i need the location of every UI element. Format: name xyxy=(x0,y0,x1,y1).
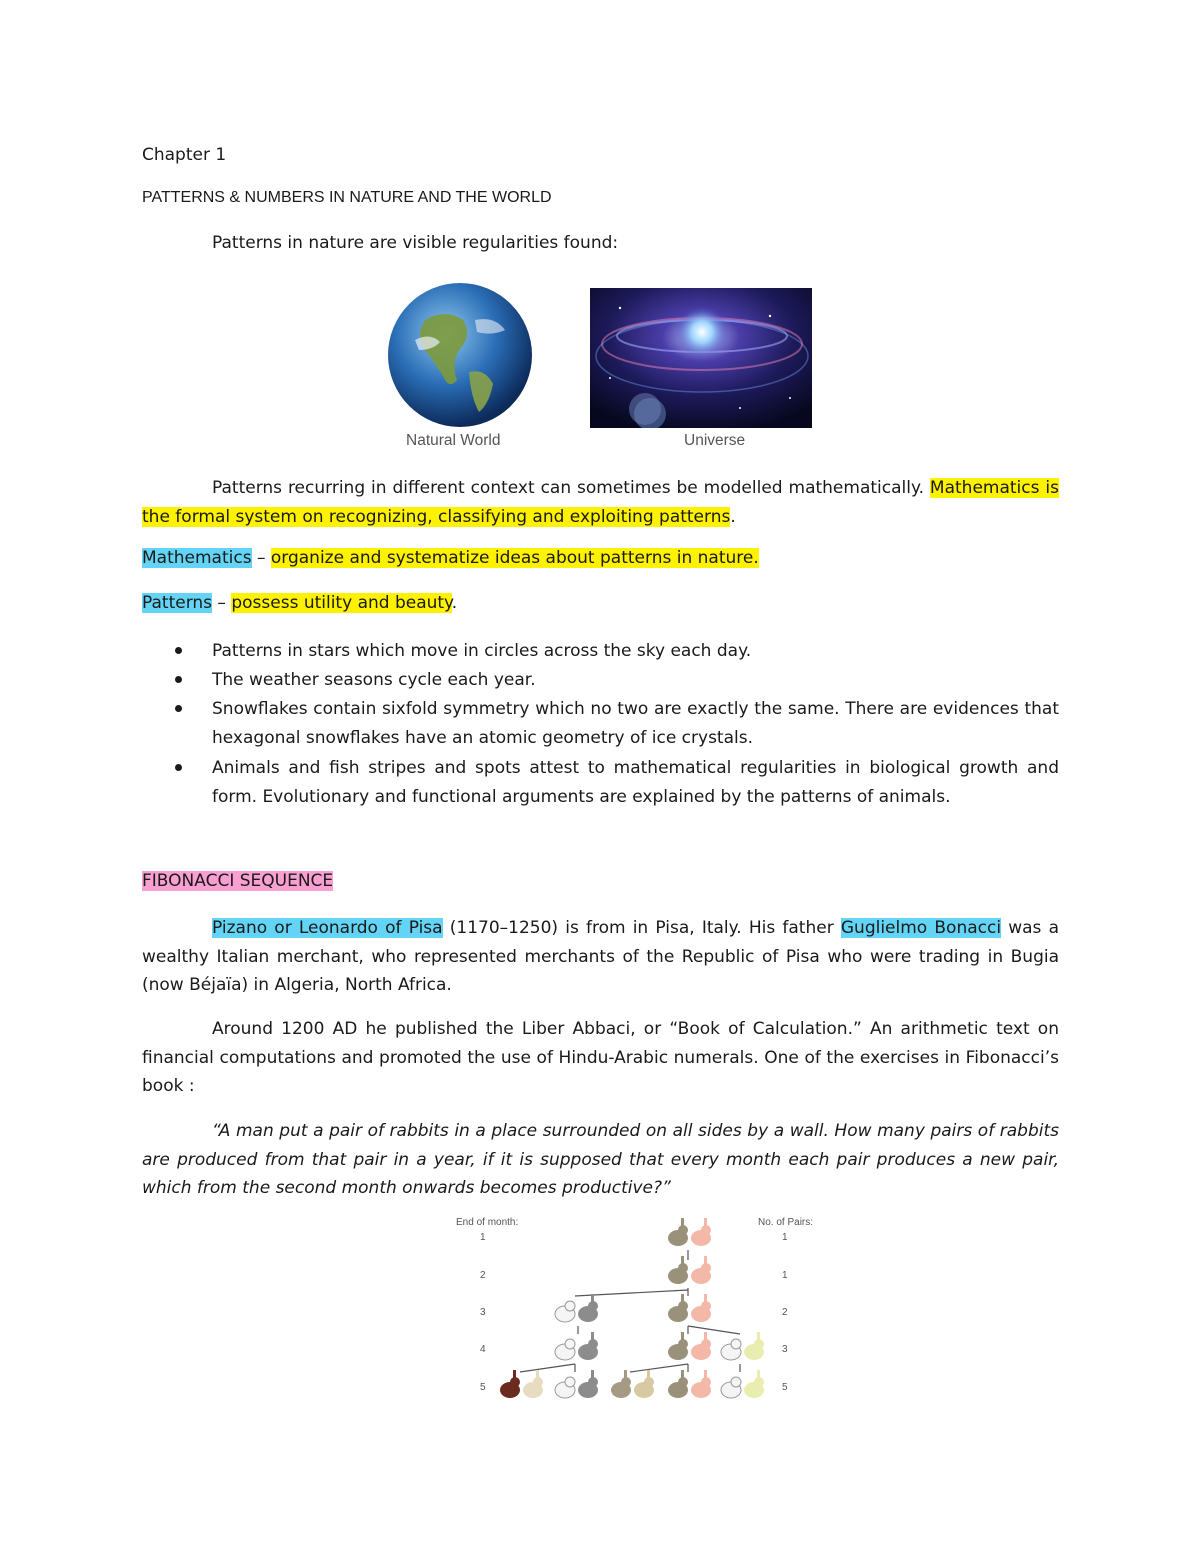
list-item: The weather seasons cycle each year. xyxy=(212,670,536,690)
pairs-number: 1 xyxy=(782,1232,788,1243)
month-number: 3 xyxy=(480,1307,486,1318)
paragraph-fibonacci-bio xyxy=(142,914,1059,1000)
bio-text-end: was a wealthy Italian merchant, who represented merchants of the Republic of Pisa who were trading in Bugia (now Béjaïa) in Algeria, North Africa. xyxy=(142,918,1060,995)
month-number: 4 xyxy=(480,1344,486,1355)
bullet-icon xyxy=(175,647,182,654)
name-leonardo: Pizano or Leonardo of Pisa xyxy=(212,918,443,938)
caption-universe: Universe xyxy=(684,432,746,449)
chapter-label: Chapter 1 xyxy=(142,145,227,165)
dash: – xyxy=(212,593,232,613)
definition-text: possess utility and beauty xyxy=(231,593,452,613)
earth-image xyxy=(385,280,535,430)
definition-mathematics xyxy=(142,548,759,568)
rabbit-pair-icon xyxy=(497,1370,549,1400)
name-father: Guglielmo Bonacci xyxy=(840,918,1002,938)
rabbit-pair-icon xyxy=(718,1332,770,1362)
paragraph-modelling-text: Patterns recurring in different context can sometimes be modelled mathematically. xyxy=(212,478,930,498)
bullet-icon xyxy=(175,676,182,683)
rabbit-problem-quote xyxy=(142,1117,1059,1203)
quote-text: “A man put a pair of rabbits in a place surrounded on all sides by a wall. How many pairs of rabbits are produced from that pair in a year, if it is supposed that every month each pair produces a new pair, which from the second month onwards becomes productive?” xyxy=(142,1121,1059,1198)
rabbit-pair-icon xyxy=(665,1332,717,1362)
list-item: Patterns in stars which move in circles across the sky each day. xyxy=(212,641,752,661)
paragraph-modelling xyxy=(142,474,1059,531)
chapter-title: PATTERNS & NUMBERS IN NATURE AND THE WORLD xyxy=(142,189,552,206)
bio-text: (1170–1250) is from in Pisa, Italy. His father xyxy=(442,918,841,938)
heading-text: FIBONACCI SEQUENCE xyxy=(142,871,334,891)
universe-image xyxy=(590,288,812,428)
rabbit-pair-icon xyxy=(665,1294,717,1324)
diagram-pairs-label: No. of Pairs: xyxy=(758,1217,814,1228)
rabbit-pair-icon xyxy=(665,1218,717,1248)
diagram-month-label: End of month: xyxy=(456,1217,519,1228)
term-patterns: Patterns xyxy=(142,593,213,613)
term-mathematics: Mathematics xyxy=(142,548,252,568)
section-heading-fibonacci xyxy=(142,871,333,891)
dash: – xyxy=(251,548,271,568)
caption-natural-world: Natural World xyxy=(406,432,501,449)
bullet-icon xyxy=(175,764,182,771)
intro-text: Patterns in nature are visible regularities found: xyxy=(212,233,619,253)
month-number: 5 xyxy=(480,1382,486,1393)
definition-patterns xyxy=(142,593,457,613)
highlight-math-definition: Mathematics is the formal system on recognizing, classifying and exploiting patterns xyxy=(142,478,1059,527)
bullet-icon xyxy=(175,705,182,712)
month-number: 1 xyxy=(480,1232,486,1243)
rabbit-pair-icon xyxy=(552,1294,604,1324)
rabbit-pair-icon xyxy=(552,1370,604,1400)
month-number: 2 xyxy=(480,1270,486,1281)
pairs-number: 2 xyxy=(782,1307,788,1318)
list-item: Snowflakes contain sixfold symmetry which no two are exactly the same. There are evidences that hexagonal snowflakes have an atomic geometry of ice crystals. xyxy=(212,699,1059,748)
list-item: Animals and fish stripes and spots attest to mathematical regularities in biological growth and form. Evolutionary and functional arguments are explained by the patterns of animals. xyxy=(212,758,1059,807)
period: . xyxy=(730,506,736,527)
definition-text: organize and systematize ideas about patterns in nature. xyxy=(270,548,759,568)
rabbit-pair-icon xyxy=(718,1370,770,1400)
pairs-number: 1 xyxy=(782,1270,788,1281)
rabbit-pair-icon xyxy=(665,1256,717,1286)
pairs-number: 3 xyxy=(782,1344,788,1355)
paragraph-liber-abbaci: Around 1200 AD he published the Liber Abbaci, or “Book of Calculation.” An arithmetic text on financial computations and promoted the use of Hindu-Arabic numerals. One of the exercises in Fibonacci’s book : xyxy=(142,1019,1059,1096)
rabbit-pair-icon xyxy=(608,1370,660,1400)
rabbit-pair-icon xyxy=(552,1332,604,1362)
rabbit-pair-icon xyxy=(665,1370,717,1400)
period: . xyxy=(451,593,458,613)
pairs-number: 5 xyxy=(782,1382,788,1393)
